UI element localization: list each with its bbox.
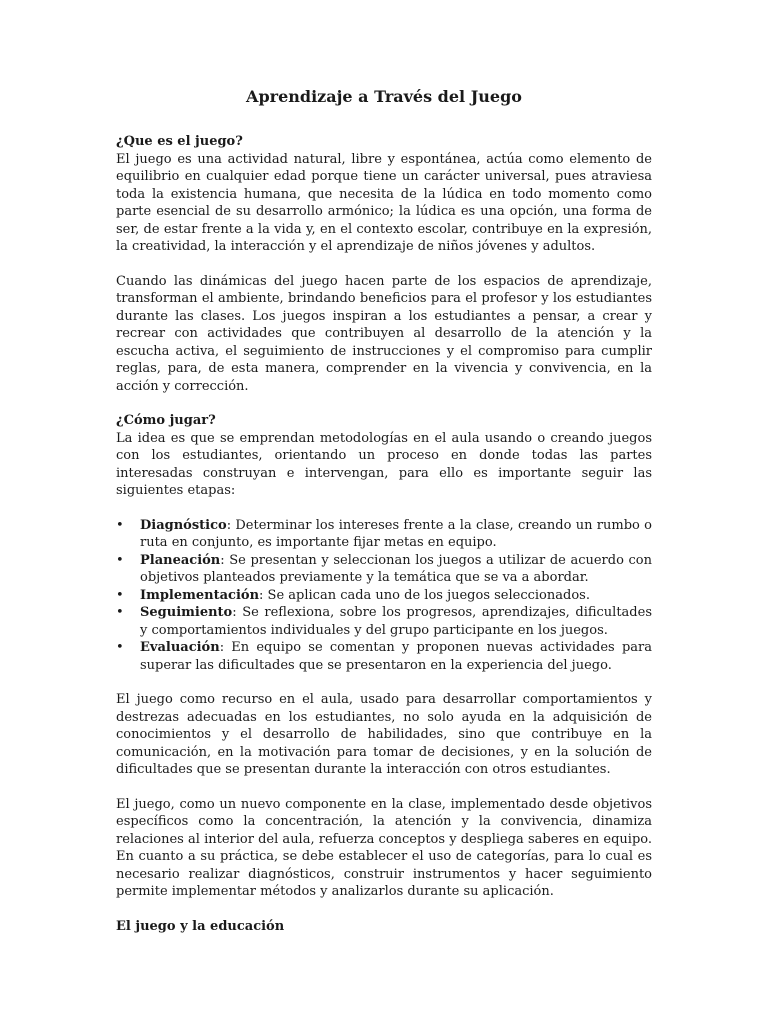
stage-description: : En equipo se comentan y proponen nuevas actividades para superar las dificultades que se presentaron en la experiencia del juego.	[140, 640, 652, 673]
stages-list	[116, 517, 652, 675]
paragraph-methodology: La idea es que se emprendan metodologías en el aula usando o creando juegos con los estudiantes, orientando un proceso en donde todas las partes interesadas construyan e intervengan, para ello es importante seguir las siguientes etapas:	[116, 430, 652, 498]
document-title: Aprendizaje a Través del Juego	[246, 87, 522, 106]
paragraph-resource: El juego como recurso en el aula, usado para desarrollar comportamientos y destrezas adecuadas en los estudiantes, no solo ayuda en la adquisición de conocimientos y el desarrollo de habilidades, sino que contribuye en la comunicación, en la motivación para tomar de decisiones, y en la solución de dificultades que se presentan durante la interacción con otros estudiantes.	[116, 692, 652, 777]
bullet-icon: •	[116, 605, 124, 620]
section-heading-como-jugar: ¿Cómo jugar?	[116, 413, 216, 428]
bullet-icon: •	[116, 640, 124, 655]
list-item	[116, 639, 652, 674]
bullet-icon: •	[116, 587, 124, 603]
list-item	[116, 587, 652, 605]
paragraph-definition: El juego es una actividad natural, libre y espontánea, actúa como elemento de equilibrio en cualquier edad porque tiene un carácter universal, pues atraviesa toda la existencia humana, que necesita de la lúdica en todo momento como parte esencial de su desarrollo armónico; la lúdica es una opción, una forma de ser, de estar frente a la vida y, en el contexto escolar, contribuye en la expresión, la creatividad, la interacción y el aprendizaje de niños jóvenes y adultos.	[116, 151, 652, 254]
list-item	[116, 604, 652, 639]
section-heading-juego-y-educacion: El juego y la educación	[116, 918, 285, 934]
stage-term: Diagnóstico	[140, 517, 227, 533]
stage-term: Evaluación	[140, 640, 220, 655]
stage-description: : Se aplican cada uno de los juegos seleccionados.	[259, 587, 590, 603]
document-content	[116, 86, 652, 935]
list-item	[116, 517, 652, 552]
bullet-icon: •	[116, 552, 124, 568]
stage-term: Planeación	[140, 552, 221, 568]
stage-term: Implementación	[140, 587, 260, 603]
list-item	[116, 552, 652, 587]
stage-term: Seguimiento	[140, 605, 233, 620]
stage-description: : Se presentan y seleccionan los juegos a utilizar de acuerdo con objetivos planteados previamente y la temática que se va a abordar.	[140, 552, 652, 585]
stage-description: : Se reflexiona, sobre los progresos, aprendizajes, dificultades y comportamientos individuales y del grupo participante en los juegos.	[140, 605, 652, 638]
stage-description: : Determinar los intereses frente a la clase, creando un rumbo o ruta en conjunto, es importante fijar metas en equipo.	[140, 517, 652, 550]
paragraph-component: El juego, como un nuevo componente en la clase, implementado desde objetivos específicos como la concentración, la atención y la convivencia, dinamiza relaciones al interior del aula, refuerza conceptos y despliega saberes en equipo. En cuanto a su práctica, se debe establecer el uso de categorías, para lo cual es necesario realizar diagnósticos, construir instrumentos y hacer seguimiento permite implementar métodos y analizarlos durante su aplicación.	[116, 796, 652, 899]
paragraph-dynamics: Cuando las dinámicas del juego hacen parte de los espacios de aprendizaje, transforman el ambiente, brindando beneficios para el profesor y los estudiantes durante las clases. Los juegos inspiran a los estudiantes a pensar, a crear y recrear con actividades que contribuyen al desarrollo de la atención y la escucha activa, el seguimiento de instrucciones y el compromiso para cumplir reglas, para, de esta manera, comprender en la vivencia y convivencia, en la acción y corrección.	[116, 273, 652, 394]
section-heading-que-es-el-juego: ¿Que es el juego?	[116, 134, 243, 149]
bullet-icon: •	[116, 517, 124, 533]
